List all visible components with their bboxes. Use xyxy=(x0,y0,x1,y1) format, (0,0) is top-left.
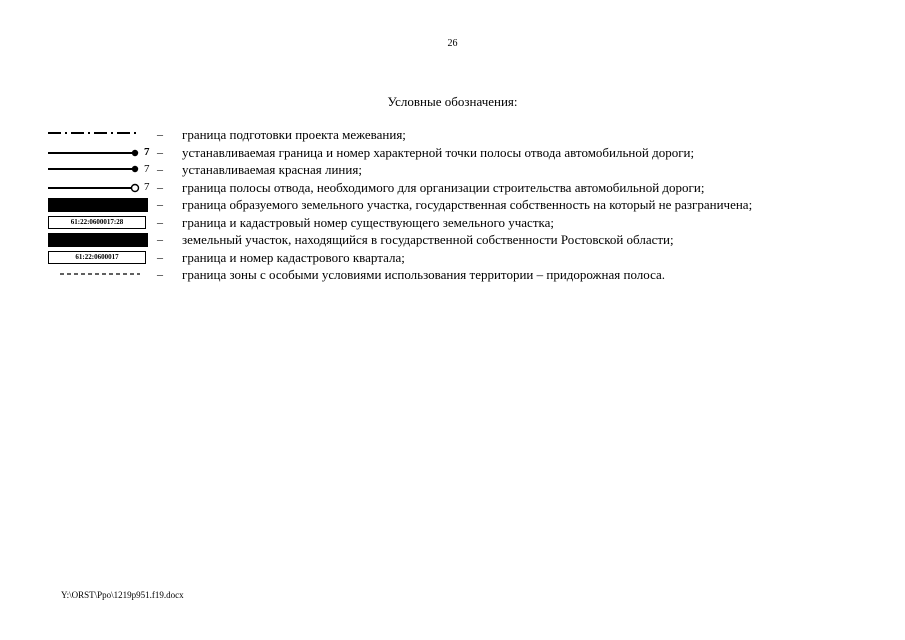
dashed-line-symbol xyxy=(46,267,164,284)
cadastral-quarter-label: 61:22:0600017 xyxy=(48,251,146,264)
point-number: 7 xyxy=(144,145,150,158)
legend-row-regional-plot xyxy=(40,232,900,250)
solid-line-filled-point-symbol xyxy=(46,162,164,179)
legend-description: граница полосы отвода, необходимого для организации строительства автомобильной дороги; xyxy=(182,179,705,195)
legend-dash: – xyxy=(157,127,163,141)
point-number: 7 xyxy=(144,163,150,175)
footer-file-path: Y:\ORST\Ppo\1219p951.f19.docx xyxy=(61,590,184,600)
boxed-number-symbol xyxy=(46,250,164,267)
legend-dash: – xyxy=(157,197,163,211)
legend-title: Условные обозначения: xyxy=(387,94,518,109)
black-box-icon xyxy=(48,198,148,212)
legend-description: граница и номер кадастрового квартала; xyxy=(182,249,405,265)
solid-line-open-point-symbol xyxy=(46,180,164,197)
line-with-filled-point-icon xyxy=(46,162,142,179)
line-with-open-point-icon xyxy=(46,180,142,197)
legend-description: граница и кадастровый номер существующего земельного участка; xyxy=(182,214,555,230)
line-with-filled-point-icon xyxy=(46,145,142,162)
dashed-line-icon xyxy=(46,267,142,284)
legend-row-existing-plot xyxy=(40,215,900,233)
legend-dash: – xyxy=(157,267,163,281)
legend-dash: – xyxy=(157,232,163,246)
page-number: 26 xyxy=(447,38,458,49)
legend-description: граница зоны с особыми условиями использования территории – придорожная полоса. xyxy=(182,267,666,282)
dash-dot-line-icon xyxy=(46,127,142,144)
legend-row-right-of-way-boundary xyxy=(40,145,900,163)
legend-row-construction-boundary xyxy=(40,180,900,198)
legend xyxy=(40,127,900,285)
filled-box-symbol xyxy=(46,232,164,249)
boxed-number-symbol xyxy=(46,215,164,232)
legend-description: устанавливаемая граница и номер характерной точки полосы отвода автомобильной дороги; xyxy=(182,144,695,160)
legend-dash: – xyxy=(157,144,163,159)
legend-description: устанавливаемая красная линия; xyxy=(182,162,362,177)
legend-description: граница подготовки проекта межевания; xyxy=(182,127,406,142)
black-box-icon xyxy=(48,233,148,247)
legend-row-new-plot xyxy=(40,197,900,215)
point-number: 7 xyxy=(144,180,150,193)
legend-description: граница образуемого земельного участка, государственная собственность на который не разграничена; xyxy=(182,197,753,212)
legend-row-red-line xyxy=(40,162,900,180)
filled-box-symbol xyxy=(46,197,164,214)
legend-dash: – xyxy=(157,214,163,229)
legend-row-roadside-zone xyxy=(40,267,900,285)
dash-dot-line-symbol xyxy=(46,127,164,144)
legend-description: земельный участок, находящийся в государственной собственности Ростовской области; xyxy=(182,232,674,247)
legend-dash: – xyxy=(157,179,163,194)
legend-dash: – xyxy=(157,162,163,176)
legend-dash: – xyxy=(157,249,163,264)
cadastral-number-label: 61:22:0600017:28 xyxy=(48,216,146,229)
legend-row-project-boundary xyxy=(40,127,900,145)
legend-row-cadastral-quarter xyxy=(40,250,900,268)
solid-line-filled-point-symbol xyxy=(46,145,164,162)
